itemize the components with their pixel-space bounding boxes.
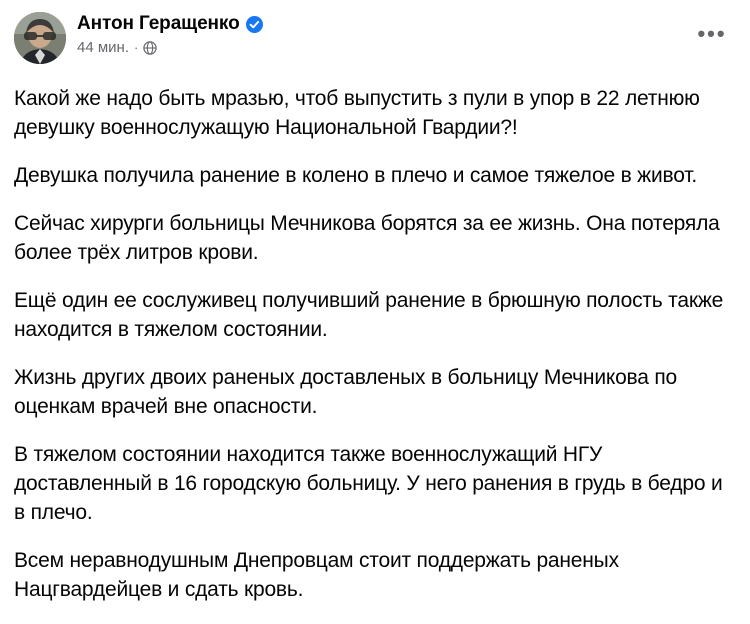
post-paragraph: Девушка получила ранение в колено в плечо и самое тяжелое в живот. — [14, 164, 697, 187]
post-header — [14, 10, 736, 72]
post-paragraph: Жизнь других двоих раненых доставленых в больницу Мечникова по оценкам врачей вне опасности. — [14, 366, 678, 418]
post-timestamp[interactable]: 44 мин. — [77, 39, 129, 56]
post-paragraph: Какой же надо быть мразью, чтоб выпустить з пули в упор в 22 летнюю девушку военнослужащую Национальной Гвардии?! — [14, 87, 700, 139]
author-row — [77, 14, 263, 34]
post-paragraph: Ещё один ее сослуживец получивший ранение в брюшную полость также находится в тяжелом состоянии. — [14, 289, 724, 341]
post-body — [14, 84, 736, 604]
post-paragraph: В тяжелом состоянии находится также военнослужащий НГУ доставленный в 16 городскую больницу. У него ранения в грудь в бедро и в плечо. — [14, 443, 723, 524]
globe-icon[interactable] — [143, 41, 157, 55]
author-name[interactable]: Антон Геращенко — [77, 13, 240, 34]
meta-separator: · — [134, 40, 139, 55]
post-paragraph: Сейчас хирурги больницы Мечникова борятся за ее жизнь. Она потеряла более трёх литров крови. — [14, 212, 720, 264]
post-meta — [77, 39, 263, 56]
avatar[interactable] — [14, 12, 66, 64]
verified-badge-icon — [246, 16, 263, 33]
ellipsis-icon: ••• — [697, 21, 727, 46]
post-header-text — [77, 10, 263, 56]
post-paragraph: Всем неравнодушным Днепровцам стоит поддержать раненых Нацгвардейцев и сдать кровь. — [14, 549, 619, 601]
post-more-options-button[interactable] — [694, 16, 730, 52]
